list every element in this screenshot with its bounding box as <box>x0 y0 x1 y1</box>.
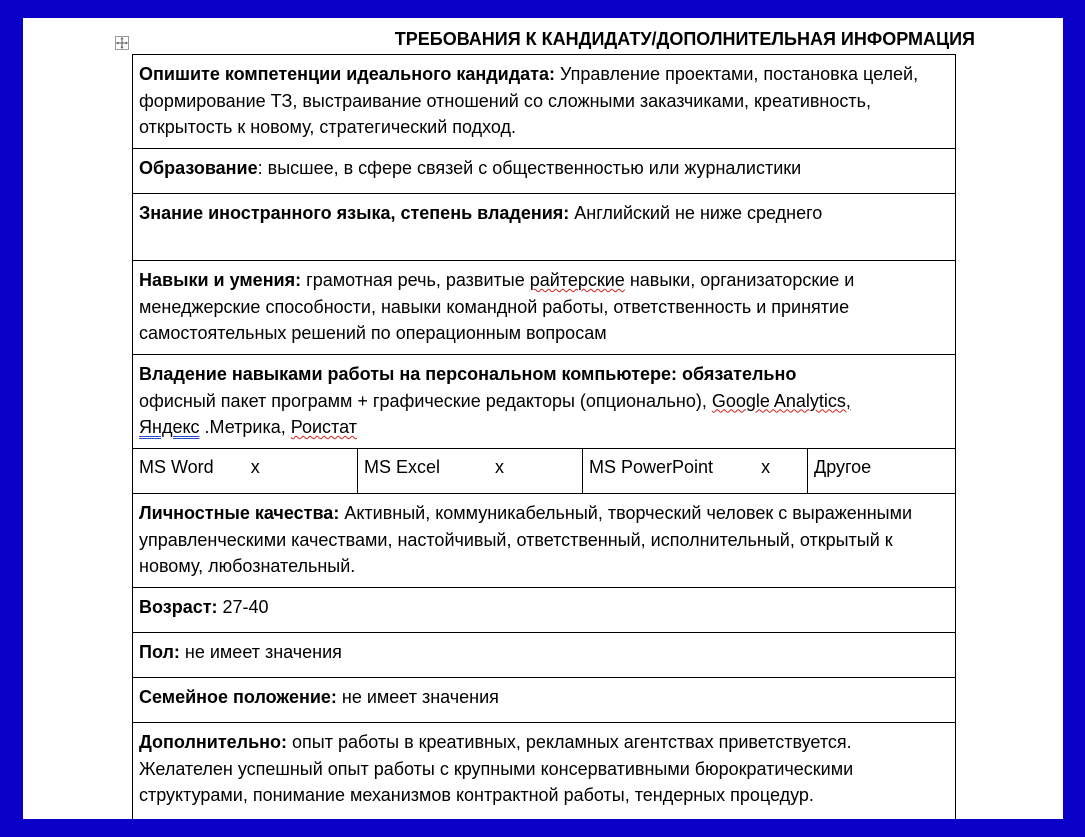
age-cell[interactable] <box>133 588 956 633</box>
family-cell[interactable] <box>133 678 956 723</box>
family-label: Семейное положение: <box>139 687 337 707</box>
table-row-software <box>133 449 956 494</box>
competencies-label: Опишите компетенции идеального кандидата: <box>139 64 555 84</box>
language-label: Знание иностранного языка, степень владения: <box>139 203 570 223</box>
requirements-table <box>132 54 956 819</box>
competencies-cell[interactable] <box>133 55 956 149</box>
roistat-word[interactable]: Роистат <box>290 417 357 437</box>
personal-cell[interactable] <box>133 494 956 588</box>
additional-text: опыт работы в креативных, рекламных агентствах приветствуется. Желателен успешный опыт работы с крупными консервативными бюрократическими структурами, понимание механизмов контрактной работы, тендерных процедур. <box>139 732 854 805</box>
table-row-additional <box>133 723 956 820</box>
gender-label: Пол: <box>139 642 180 662</box>
additional-cell[interactable] <box>133 723 956 820</box>
gender-text: не имеет значения <box>179 642 342 662</box>
education-cell[interactable] <box>133 149 956 194</box>
software-mark: x <box>250 457 260 477</box>
additional-label: Дополнительно: <box>139 732 288 752</box>
table-row-skills <box>133 261 956 355</box>
education-label: Образование <box>139 158 258 178</box>
software-mark: x <box>495 457 505 477</box>
table-row-education <box>133 149 956 194</box>
language-cell[interactable] <box>133 194 956 261</box>
age-text: 27-40 <box>217 597 269 617</box>
spelling-flagged-word[interactable]: райтерские <box>529 270 625 290</box>
software-name: Другое <box>814 457 872 477</box>
pc-skills-cell[interactable] <box>133 355 956 449</box>
education-text: : высшее, в сфере связей с общественностью или журналистики <box>257 158 802 178</box>
software-name: MS Word <box>139 457 214 477</box>
skills-label: Навыки и умения: <box>139 270 302 290</box>
document-page <box>23 18 1063 819</box>
page-title: ТРЕБОВАНИЯ К КАНДИДАТУ/ДОПОЛНИТЕЛЬНАЯ ИНФОРМАЦИЯ <box>394 29 975 49</box>
software-mark: x <box>761 457 771 477</box>
language-text: Английский не ниже среднего <box>569 203 823 223</box>
table-row-competencies <box>133 55 956 149</box>
software-cell-other[interactable] <box>808 449 956 494</box>
gender-cell[interactable] <box>133 633 956 678</box>
skills-text: грамотная речь, развитые <box>301 270 530 290</box>
table-row-personal <box>133 494 956 588</box>
family-text: не имеет значения <box>336 687 499 707</box>
software-cell-ms-excel[interactable] <box>358 449 583 494</box>
software-name: MS PowerPoint <box>589 457 714 477</box>
table-row-family <box>133 678 956 723</box>
table-row-age <box>133 588 956 633</box>
table-move-handle-icon[interactable] <box>115 36 129 50</box>
google-analytics-word[interactable]: Google Analytics, <box>711 390 851 411</box>
skills-cell[interactable] <box>133 261 956 355</box>
table-row-gender <box>133 633 956 678</box>
table-row-pc-skills <box>133 355 956 449</box>
competencies-text: Управление проектами, постановка целей, формирование ТЗ, выстраивание отношений со сложными заказчиками, креативность, открытость к новому, стратегический подход. <box>139 64 919 137</box>
pc-skills-label: Владение навыками работы на персональном компьютере: обязательно <box>139 364 797 384</box>
table-row-language <box>133 194 956 261</box>
personal-label: Личностные качества: <box>139 503 340 523</box>
skills-text-continued: навыки, организаторские и менеджерские способности, навыки командной работы, ответственность и принятие самостоятельных решений по операционным вопросам <box>139 270 855 343</box>
personal-text: Активный, коммуникабельный, творческий человек с выраженными управленческими качествами, настойчивый, ответственный, исполнительный, открытый к новому, любознательный. <box>139 503 913 576</box>
age-label: Возраст: <box>139 597 218 617</box>
yandex-word[interactable]: Яндекс <box>139 417 200 437</box>
metrika-text: .Метрика, <box>199 417 291 437</box>
software-name: MS Excel <box>364 457 441 477</box>
software-cell-ms-powerpoint[interactable] <box>583 449 808 494</box>
software-cell-ms-word[interactable] <box>133 449 358 494</box>
pc-skills-text: офисный пакет программ + графические редакторы (опционально), <box>139 390 712 411</box>
